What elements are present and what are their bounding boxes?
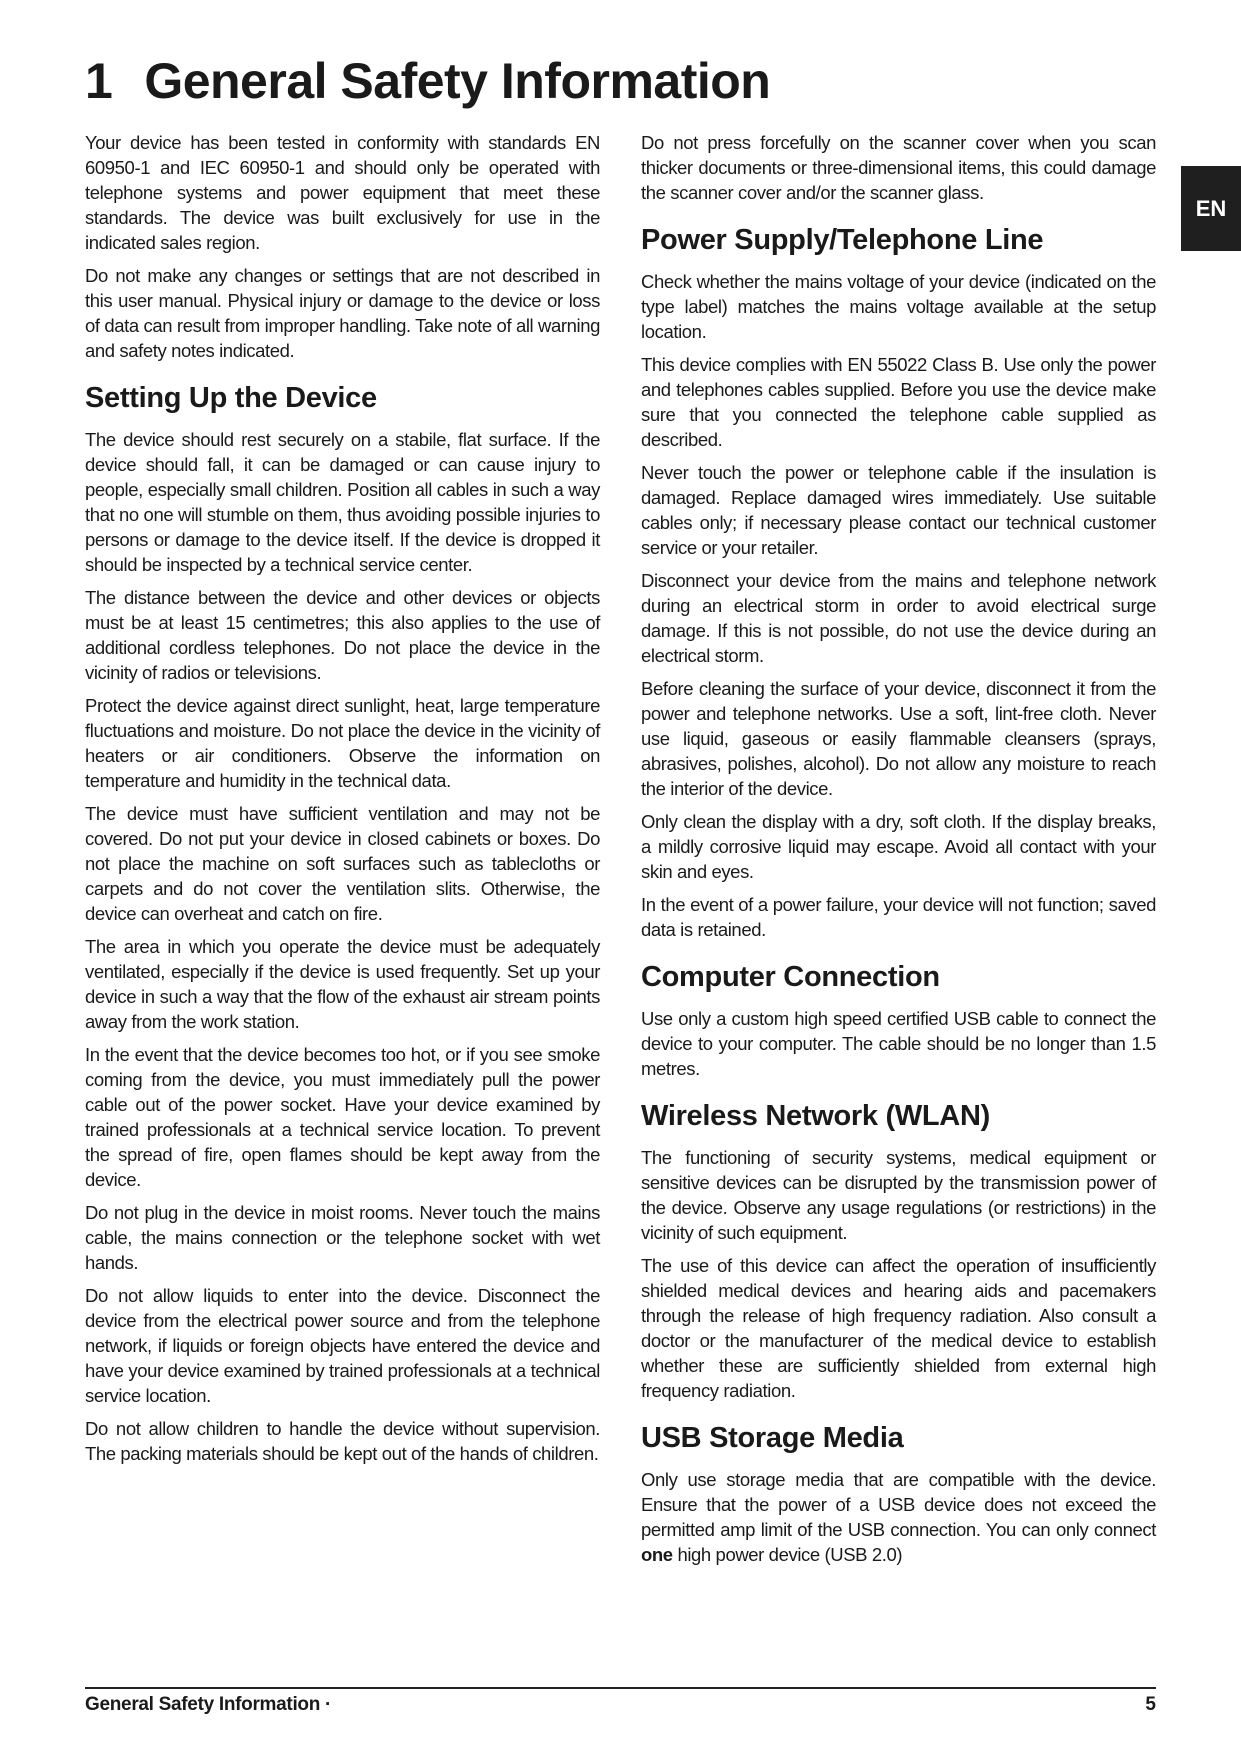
chapter-number: 1 [85, 53, 113, 109]
paragraph: The functioning of security systems, medical equipment or sensitive devices can be disrupted by the transmission power of the device. Observe any usage regulations (or restrictions) in the vicinity of such equipment. [641, 1147, 1156, 1243]
footer-section-title: General Safety Information · [85, 1694, 332, 1715]
page-number: 5 [1145, 1694, 1156, 1715]
paragraph: Never touch the power or telephone cable if the insulation is damaged. Replace damaged wires immediately. Use suitable cables only; if necessary please contact our technical customer service or your retailer. [641, 462, 1156, 558]
paragraph: Disconnect your device from the mains and telephone network during an electrical storm in order to avoid electrical surge damage. If this is not possible, do not use the device during an electrical storm. [641, 570, 1156, 666]
paragraph: The device should rest securely on a stabile, flat surface. If the device should fall, it can be damaged or can cause injury to people, especially small children. Position all cables in such a way that no one will stumble on them, thus avoiding possible injuries to persons or damage to the device itself. If the device is dropped it should be inspected by a technical service center. [85, 429, 600, 575]
paragraph: Protect the device against direct sunlight, heat, large temperature fluctuations and moisture. Do not place the device in the vicinity of heaters or air conditioners. Observe the information on temperature and humidity in the technical data. [85, 695, 600, 791]
paragraph: Do not make any changes or settings that are not described in this user manual. Physical injury or damage to the device or loss of data can result from improper handling. Take note of all warning and safety notes indicated. [85, 265, 600, 361]
paragraph: In the event of a power failure, your device will not function; saved data is retained. [641, 894, 1156, 940]
footer-divider [85, 1687, 1156, 1689]
paragraph: The distance between the device and other devices or objects must be at least 15 centimetres; this also applies to the use of additional cordless telephones. Do not place the device in the vicinity of radios or televisions. [85, 587, 600, 683]
section-heading-power: Power Supply/Telephone Line [641, 224, 1044, 256]
paragraph: Check whether the mains voltage of your device (indicated on the type label) matches the mains voltage available at the setup location. [641, 271, 1156, 342]
paragraph [641, 1467, 1156, 1567]
paragraph: Your device has been tested in conformity with standards EN 60950-1 and IEC 60950-1 and should only be operated with telephone systems and power equipment that meet these standards. The device was built exclusively for use in the indicated sales region. [85, 132, 600, 253]
text: high power device (USB 2.0) [672, 1544, 903, 1565]
paragraph: Do not allow children to handle the device without supervision. The packing materials should be kept out of the hands of children. [85, 1418, 600, 1464]
paragraph: Before cleaning the surface of your device, disconnect it from the power and telephone networks. Use a soft, lint-free cloth. Never use liquid, gaseous or easily flammable cleansers (sprays, abrasives, polishes, alcohol). Do not allow any moisture to reach the interior of the device. [641, 678, 1156, 799]
paragraph: The use of this device can affect the operation of insufficiently shielded medical devices and hearing aids and pacemakers through the release of high frequency radiation. Also consult a doctor or the manufacturer of the medical device to establish whether these are sufficiently shielded from external high frequency radiation. [641, 1255, 1156, 1401]
text: Only use storage media that are compatible with the device. Ensure that the power of a USB device does not exceed the permitted amp limit of the USB connection. You can only connect [641, 1469, 1156, 1540]
right-column [641, 130, 1156, 1575]
left-column [85, 130, 600, 1474]
section-heading-setup: Setting Up the Device [85, 382, 377, 414]
paragraph: Do not press forcefully on the scanner cover when you scan thicker documents or three-dimensional items, this could damage the scanner cover and/or the scanner glass. [641, 132, 1156, 203]
page-title [85, 52, 770, 110]
section-heading-usb: USB Storage Media [641, 1422, 904, 1454]
paragraph: Do not allow liquids to enter into the device. Disconnect the device from the electrical power source and from the telephone network, if liquids or foreign objects have entered the device and have your device examined by trained professionals at a technical service location. [85, 1285, 600, 1406]
section-heading-wlan: Wireless Network (WLAN) [641, 1100, 990, 1132]
emphasis: one [641, 1544, 673, 1565]
paragraph: In the event that the device becomes too hot, or if you see smoke coming from the device, you must immediately pull the power cable out of the power socket. Have your device examined by trained professionals at a technical service location. To prevent the spread of fire, open flames should be kept away from the device. [85, 1044, 600, 1190]
chapter-title: General Safety Information [144, 53, 771, 109]
language-tab: EN [1181, 166, 1241, 251]
section-heading-computer: Computer Connection [641, 961, 940, 993]
paragraph: Use only a custom high speed certified USB cable to connect the device to your computer. The cable should be no longer than 1.5 metres. [641, 1008, 1156, 1079]
paragraph: This device complies with EN 55022 Class B. Use only the power and telephones cables supplied. Before you use the device make sure that you connected the telephone cable supplied as described. [641, 354, 1156, 450]
paragraph: Do not plug in the device in moist rooms. Never touch the mains cable, the mains connection or the telephone socket with wet hands. [85, 1202, 600, 1273]
paragraph: The area in which you operate the device must be adequately ventilated, especially if the device is used frequently. Set up your device in such a way that the flow of the exhaust air stream points away from the work station. [85, 936, 600, 1032]
paragraph: Only clean the display with a dry, soft cloth. If the display breaks, a mildly corrosive liquid may escape. Avoid all contact with your skin and eyes. [641, 811, 1156, 882]
paragraph: The device must have sufficient ventilation and may not be covered. Do not put your device in closed cabinets or boxes. Do not place the machine on soft surfaces such as tablecloths or carpets and do not cover the ventilation slits. Otherwise, the device can overheat and catch on fire. [85, 803, 600, 924]
